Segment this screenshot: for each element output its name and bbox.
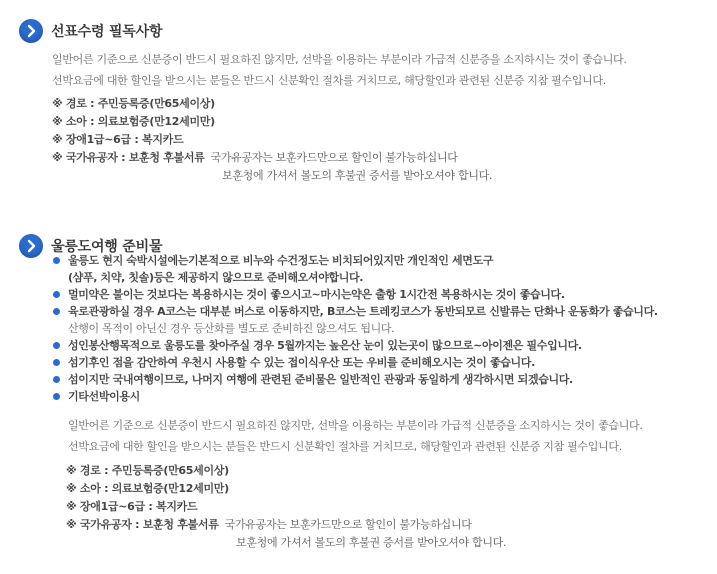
paragraph-line: 선박요금에 대한 할인을 받으시는 분들은 반드시 신분확인 절차를 거치므로, 해당할인과 관련된 신분증 지참 필수입니다.: [52, 74, 606, 87]
bullet-dot: [53, 291, 60, 298]
note-continuation: 보훈청에 가셔서 볼도의 후불권 증서를 받아오셔야 합니다.: [222, 169, 493, 182]
bullet-dot: [53, 257, 60, 264]
bullet-text: 기타선박이용시: [68, 390, 140, 403]
note-label: ※ 경로 : 주민등록증(만65세이상): [66, 464, 229, 477]
arrow-circle-icon: [19, 234, 43, 258]
note-item: [66, 462, 506, 480]
bullet-item: [53, 303, 658, 337]
note-detail: 국가유공자는 보훈카드만으로 할인이 불가능하십니다: [224, 518, 472, 531]
ship-usage-paragraph: [68, 415, 643, 457]
bullet-text: 멀미약은 불이는 것보다는 복용하시는 것이 좋으시고~마시는약은 출항 1시간전 복용하시는 것이 좋습니다.: [68, 288, 565, 301]
bullet-text: 성인봉산행목적으로 울릉도를 찾아주실 경우 5월까지는 높은산 눈이 있는곳이 많으므로~아이젠은 필수입니다.: [68, 339, 582, 352]
discount-id-list: [52, 95, 492, 185]
note-item: [52, 113, 492, 131]
bullet-dot: [53, 359, 60, 366]
bullet-subtext: 산행이 목적이 아닌신 경우 등산화를 별도로 준비하진 않으셔도 됩니다.: [68, 322, 395, 335]
note-label: ※ 경로 : 주민등록증(만65세이상): [52, 97, 215, 110]
intro-paragraph: [52, 49, 627, 91]
bullet-dot: [53, 376, 60, 383]
bullet-item: [53, 252, 658, 286]
section-title: 울릉도여행 준비물: [51, 239, 163, 255]
note-label: ※ 장애1급~6급 : 복지카드: [66, 500, 198, 513]
bullet-dot: [53, 342, 60, 349]
bullet-dot: [53, 308, 60, 315]
discount-id-list: [66, 462, 506, 552]
bullet-dot: [53, 393, 60, 400]
bullet-item: [53, 371, 658, 388]
bullet-item: [53, 337, 658, 354]
supplies-bullet-list: [53, 252, 658, 405]
note-label: ※ 국가유공자 : 보훈청 후불서류: [52, 151, 205, 164]
note-item: [66, 516, 506, 534]
bullet-text: 섬이지만 국내여행이므로, 나머지 여행에 관련된 준비물은 일반적인 관광과 동일하게 생각하시면 되겠습니다.: [68, 373, 573, 386]
note-label: ※ 소아 : 의료보험증(만12세미만): [66, 482, 229, 495]
bullet-text: 육로관광하실 경우 A코스는 대부분 버스로 이동하지만, B코스는 트레킹코스가 동반되모르 신발류는 단화나 운동화가 좋습니다.: [68, 305, 658, 318]
section-title: 선표수령 필독사항: [51, 24, 163, 40]
bullet-subtext: (샴푸, 치약, 칫솔)등은 제공하지 않으므로 준비해오셔야합니다.: [68, 271, 364, 284]
note-label: ※ 장애1급~6급 : 복지카드: [52, 133, 184, 146]
bullet-item: [53, 286, 658, 303]
bullet-item: [53, 388, 658, 405]
note-item: [52, 149, 492, 167]
paragraph-line: 일반어른 기준으로 신분증이 반드시 필요하진 않지만, 선박을 이용하는 부분이라 가급적 신분증을 소지하시는 것이 좋습니다.: [68, 419, 643, 432]
note-detail: 국가유공자는 보훈카드만으로 할인이 불가능하십니다: [210, 151, 458, 164]
note-item: [52, 95, 492, 113]
bullet-text: 울릉도 현지 숙박시설에는기본적으로 비누와 수건정도는 비치되어있지만 개인적인 세면도구: [68, 254, 494, 267]
paragraph-line: 선박요금에 대한 할인을 받으시는 분들은 반드시 신분확인 절차를 거치므로, 해당할인과 관련된 신분증 지참 필수입니다.: [68, 440, 622, 453]
paragraph-line: 일반어른 기준으로 신분증이 반드시 필요하진 않지만, 선박을 이용하는 부분이라 가급적 신분증을 소지하시는 것이 좋습니다.: [52, 53, 627, 66]
note-item: [66, 498, 506, 516]
note-label: ※ 국가유공자 : 보훈청 후불서류: [66, 518, 219, 531]
note-continuation: 보훈청에 가셔서 볼도의 후불권 증서를 받아오셔야 합니다.: [236, 536, 507, 549]
arrow-circle-icon: [19, 19, 43, 43]
bullet-text: 섬기후인 점을 감안하여 우천시 사용할 수 있는 접이식우산 또는 우비를 준비해오시는 것이 좋습니다.: [68, 356, 535, 369]
note-item: [66, 480, 506, 498]
note-label: ※ 소아 : 의료보험증(만12세미만): [52, 115, 215, 128]
note-item: [52, 131, 492, 149]
bullet-item: [53, 354, 658, 371]
